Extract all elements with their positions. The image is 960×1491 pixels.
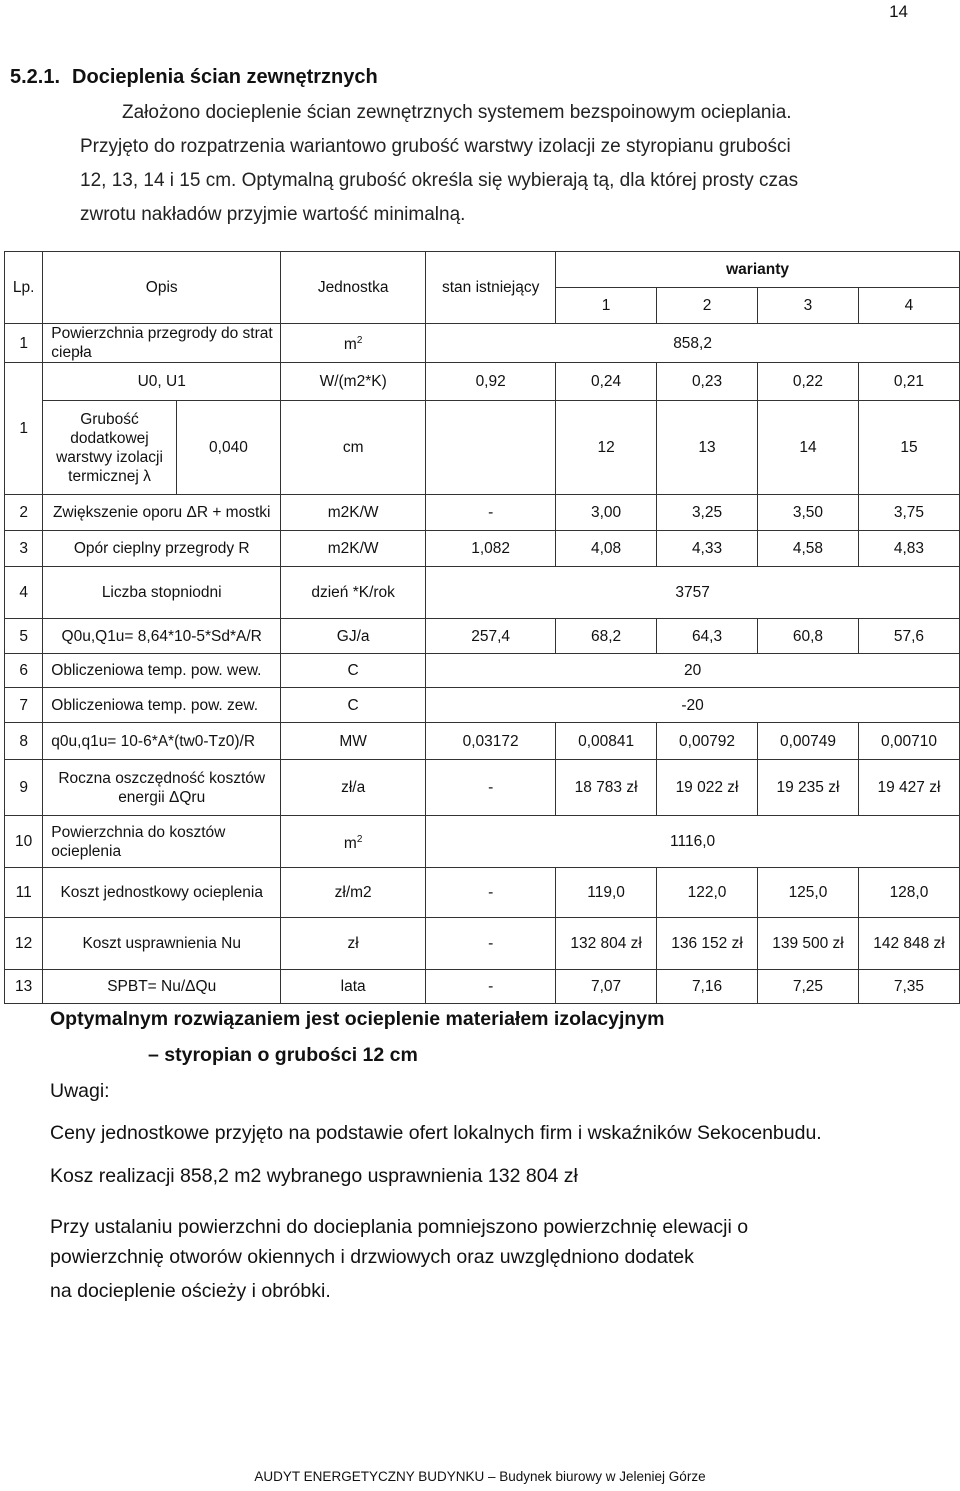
row-unit: lata xyxy=(281,970,426,1004)
row-value: -20 xyxy=(426,688,960,723)
row-unit: dzień *K/rok xyxy=(281,567,426,619)
row-unit xyxy=(281,816,426,868)
row-value: 128,0 xyxy=(858,868,959,918)
row-description: Grubość dodatkowej warstwy izolacji termicznej λ xyxy=(43,401,176,495)
table-row xyxy=(5,619,960,654)
remarks-paragraph: Kosz realizacji 858,2 m2 wybranego usprawnienia 132 804 zł xyxy=(50,1165,578,1187)
row-value: 858,2 xyxy=(426,324,960,363)
table-row xyxy=(5,567,960,619)
row-lp: 4 xyxy=(5,567,43,619)
row-value: 4,58 xyxy=(758,531,859,567)
lambda-value: 0,040 xyxy=(176,401,280,495)
row-value: 0,24 xyxy=(556,363,657,401)
header-variant-2: 2 xyxy=(657,288,758,324)
row-value: 3757 xyxy=(426,567,960,619)
row-value: 15 xyxy=(858,401,959,495)
row-value: 13 xyxy=(657,401,758,495)
page-footer: AUDYT ENERGETYCZNY BUDYNKU – Budynek biurowy w Jeleniej Górze xyxy=(254,1469,706,1484)
row-lp: 1 xyxy=(5,363,43,495)
table-row xyxy=(5,401,960,495)
row-description: Q0u,Q1u= 8,64*10-5*Sd*A/R xyxy=(43,619,281,654)
row-description: SPBT= Nu/ΔQu xyxy=(43,970,281,1004)
row-description: Powierzchnia przegrody do strat ciepła xyxy=(43,324,281,363)
row-lp: 2 xyxy=(5,495,43,531)
table-row xyxy=(5,531,960,567)
table-row xyxy=(5,760,960,816)
row-description: U0, U1 xyxy=(43,363,281,401)
row-value: 18 783 zł xyxy=(556,760,657,816)
row-value: 136 152 zł xyxy=(657,918,758,970)
row-value: 257,4 xyxy=(426,619,556,654)
table-row xyxy=(5,363,960,401)
row-value: 142 848 zł xyxy=(858,918,959,970)
table-row xyxy=(5,723,960,760)
row-value: - xyxy=(426,760,556,816)
row-value: 14 xyxy=(758,401,859,495)
section-heading xyxy=(10,66,378,89)
paragraph-line: Przyjęto do rozpatrzenia wariantowo grubość warstwy izolacji ze styropianu grubości xyxy=(80,136,791,157)
table-row xyxy=(5,495,960,531)
header-opis: Opis xyxy=(43,252,281,324)
row-value: 0,00710 xyxy=(858,723,959,760)
conclusion-line: Optymalnym rozwiązaniem jest ocieplenie materiałem izolacyjnym xyxy=(50,1008,665,1030)
row-description: Liczba stopniodni xyxy=(43,567,281,619)
row-unit: MW xyxy=(281,723,426,760)
row-lp: 3 xyxy=(5,531,43,567)
row-unit: zł/a xyxy=(281,760,426,816)
row-value: - xyxy=(426,868,556,918)
row-value: 122,0 xyxy=(657,868,758,918)
conclusion-line: – styropian o grubości 12 cm xyxy=(148,1044,418,1066)
row-lp: 8 xyxy=(5,723,43,760)
row-value: 0,00749 xyxy=(758,723,859,760)
header-jednostka: Jednostka xyxy=(281,252,426,324)
section-number: 5.2.1. xyxy=(10,66,61,88)
header-lp: Lp. xyxy=(5,252,43,324)
row-value: 3,00 xyxy=(556,495,657,531)
remarks-paragraph: powierzchnię otworów okiennych i drzwiowych oraz uwzględniono dodatek xyxy=(50,1246,694,1268)
row-value: 0,03172 xyxy=(426,723,556,760)
intro-paragraph xyxy=(80,96,930,232)
row-value: 57,6 xyxy=(858,619,959,654)
row-value: 19 022 zł xyxy=(657,760,758,816)
row-value: - xyxy=(426,970,556,1004)
table-row xyxy=(5,970,960,1004)
row-value-empty xyxy=(426,401,556,495)
row-unit: C xyxy=(281,654,426,688)
table-row xyxy=(5,918,960,970)
row-description: Zwiększenie oporu ΔR + mostki xyxy=(43,495,281,531)
row-lp: 11 xyxy=(5,868,43,918)
header-stan: stan istniejący xyxy=(426,252,556,324)
page-number: 14 xyxy=(889,2,908,21)
row-value: 4,83 xyxy=(858,531,959,567)
row-value: 19 427 zł xyxy=(858,760,959,816)
section-title: Docieplenia ścian zewnętrznych xyxy=(72,66,378,88)
row-unit: m2K/W xyxy=(281,495,426,531)
row-value: 60,8 xyxy=(758,619,859,654)
row-value: 0,21 xyxy=(858,363,959,401)
unit-base: m xyxy=(343,336,357,354)
row-value: 20 xyxy=(426,654,960,688)
row-lp: 10 xyxy=(5,816,43,868)
row-description: Koszt jednostkowy ocieplenia xyxy=(43,868,281,918)
row-lp: 12 xyxy=(5,918,43,970)
row-value: 4,33 xyxy=(657,531,758,567)
variants-table xyxy=(4,251,960,1004)
row-description: Obliczeniowa temp. pow. wew. xyxy=(43,654,281,688)
table-row xyxy=(5,654,960,688)
row-value: 0,00792 xyxy=(657,723,758,760)
unit-sup: 2 xyxy=(356,335,363,347)
row-value: 132 804 zł xyxy=(556,918,657,970)
row-unit xyxy=(281,324,426,363)
row-description: q0u,q1u= 10-6*A*(tw0-Tz0)/R xyxy=(43,723,281,760)
row-unit: W/(m2*K) xyxy=(281,363,426,401)
row-unit: cm xyxy=(281,401,426,495)
row-unit: GJ/a xyxy=(281,619,426,654)
row-lp: 13 xyxy=(5,970,43,1004)
header-variant-1: 1 xyxy=(556,288,657,324)
row-value: 3,75 xyxy=(858,495,959,531)
row-description: Powierzchnia do kosztów ocieplenia xyxy=(43,816,281,868)
row-lp: 6 xyxy=(5,654,43,688)
table-row xyxy=(5,816,960,868)
table-row xyxy=(5,688,960,723)
row-value: 68,2 xyxy=(556,619,657,654)
header-warianty: warianty xyxy=(556,252,960,288)
row-unit: zł xyxy=(281,918,426,970)
paragraph-line: zwrotu nakładów przyjmie wartość minimalną. xyxy=(80,204,466,225)
row-value: 4,08 xyxy=(556,531,657,567)
row-value: 1,082 xyxy=(426,531,556,567)
row-value: 119,0 xyxy=(556,868,657,918)
row-lp: 5 xyxy=(5,619,43,654)
row-value: - xyxy=(426,918,556,970)
row-value: 7,16 xyxy=(657,970,758,1004)
row-unit: C xyxy=(281,688,426,723)
row-unit: zł/m2 xyxy=(281,868,426,918)
row-value: 3,50 xyxy=(758,495,859,531)
paragraph-line: 12, 13, 14 i 15 cm. Optymalną grubość określa się wybierają tą, dla której prosty czas xyxy=(80,170,799,191)
row-value: 12 xyxy=(556,401,657,495)
row-value: 3,25 xyxy=(657,495,758,531)
remarks-paragraph: Ceny jednostkowe przyjęto na podstawie ofert lokalnych firm i wskaźników Sekocenbudu. xyxy=(50,1122,822,1144)
row-description: Opór cieplny przegrody R xyxy=(43,531,281,567)
row-value: 1116,0 xyxy=(426,816,960,868)
row-value: 0,23 xyxy=(657,363,758,401)
row-lp: 9 xyxy=(5,760,43,816)
row-value: 125,0 xyxy=(758,868,859,918)
header-variant-4: 4 xyxy=(858,288,959,324)
row-value: 0,92 xyxy=(426,363,556,401)
row-value: 0,00841 xyxy=(556,723,657,760)
row-description: Roczna oszczędność kosztów energii ΔQru xyxy=(43,760,281,816)
row-value: - xyxy=(426,495,556,531)
remarks-paragraph: Przy ustalaniu powierzchni do docieplania pomniejszono powierzchnię elewacji o xyxy=(50,1216,749,1238)
row-value: 64,3 xyxy=(657,619,758,654)
row-description: Obliczeniowa temp. pow. zew. xyxy=(43,688,281,723)
row-value: 7,35 xyxy=(858,970,959,1004)
row-lp: 1 xyxy=(5,324,43,363)
unit-base: m xyxy=(343,835,357,853)
row-value: 0,22 xyxy=(758,363,859,401)
table-row xyxy=(5,324,960,363)
table-row xyxy=(5,868,960,918)
row-value: 7,07 xyxy=(556,970,657,1004)
row-description: Koszt usprawnienia Nu xyxy=(43,918,281,970)
header-variant-3: 3 xyxy=(758,288,859,324)
row-unit: m2K/W xyxy=(281,531,426,567)
row-value: 19 235 zł xyxy=(758,760,859,816)
remarks-paragraph: na docieplenie ościeży i obróbki. xyxy=(50,1280,331,1302)
unit-sup: 2 xyxy=(356,833,363,845)
remarks-label: Uwagi: xyxy=(50,1080,110,1102)
row-lp: 7 xyxy=(5,688,43,723)
row-value: 139 500 zł xyxy=(758,918,859,970)
paragraph-line: Założono docieplenie ścian zewnętrznych systemem bezspoinowym ocieplania. xyxy=(122,102,792,123)
row-value: 7,25 xyxy=(758,970,859,1004)
